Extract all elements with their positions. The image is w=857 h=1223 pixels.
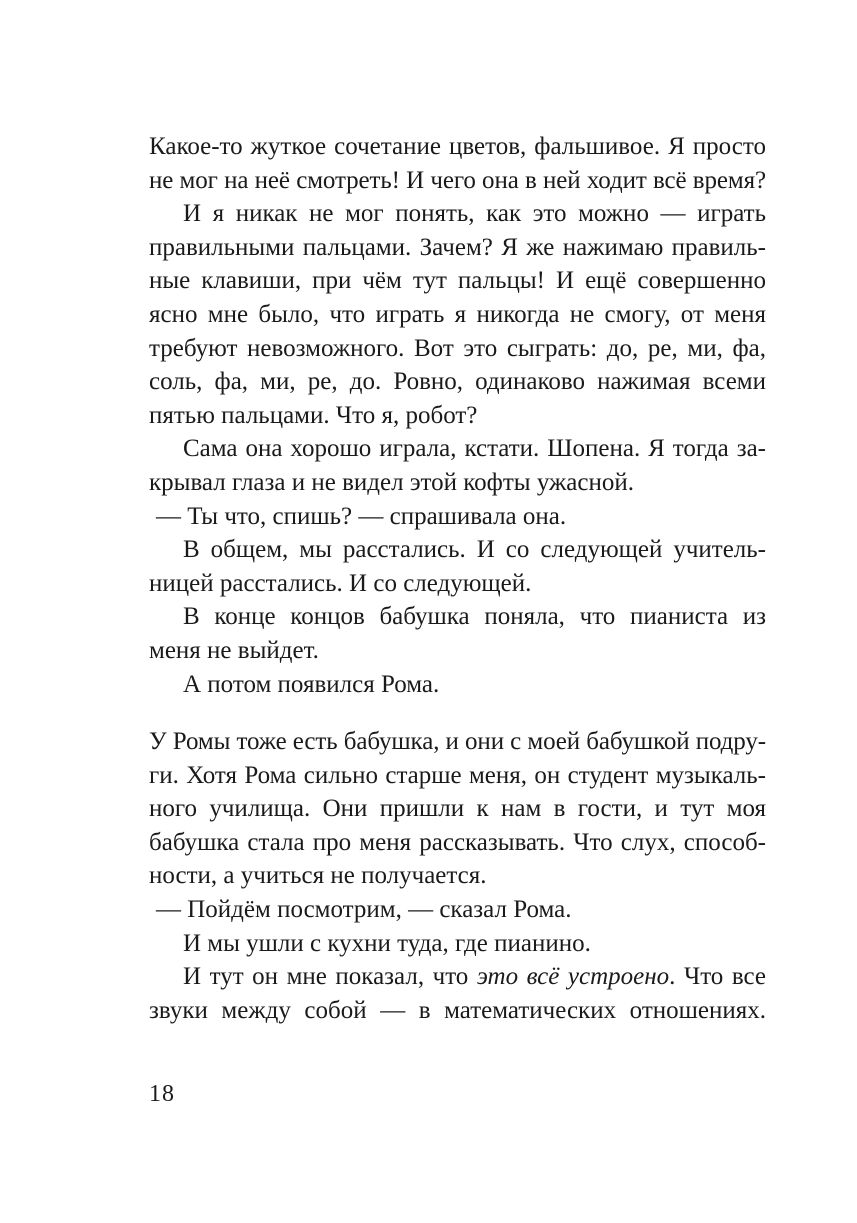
text-line: ности, а учиться не получается.: [149, 862, 487, 890]
text-line: бабушка стала про меня рассказывать. Что слух, способ-: [149, 828, 766, 856]
text-section-1: [149, 130, 766, 701]
text-line: [149, 960, 766, 994]
text-line: соль, фа, ми, ре, до. Ровно, одинаково нажимая всеми: [149, 368, 766, 396]
text-line: Какое-то жуткое сочетание цветов, фальшивое. Я просто: [149, 133, 766, 160]
italic-phrase: это всё устроено: [476, 963, 670, 991]
dialogue-line: — Ты что, спишь? — спрашивала она.: [156, 502, 567, 530]
text-line: ницей расстались. И со следующей.: [149, 569, 532, 597]
text-line: пятью пальцами. Что я, робот?: [149, 401, 478, 429]
text-line: звуки между собой — в математических отношениях.: [149, 996, 766, 1024]
text-fragment: И тут он мне показал, что: [183, 963, 477, 991]
text-line: меня не выйдет.: [149, 636, 319, 664]
text-line: А потом появился Рома.: [183, 670, 440, 698]
dialogue-line: — Пойдём посмотрим, — сказал Рома.: [156, 895, 572, 923]
text-line: ного училища. Они пришли к нам в гости, и тут моя: [149, 795, 766, 823]
text-section-2: [149, 725, 766, 1027]
text-line: ги. Хотя Рома сильно старше меня, он студент музыкаль-: [149, 761, 766, 789]
text-line: В общем, мы расстались. И со следующей учитель-: [183, 536, 766, 564]
text-line: ясно мне было, что играть я никогда не смогу, от меня: [149, 300, 766, 328]
text-line: не мог на неё смотреть! И чего она в ней ходит всё время?: [149, 166, 766, 194]
text-line: Сама она хорошо играла, кстати. Шопена. Я тогда за-: [183, 435, 766, 463]
page-number: 18: [149, 1081, 175, 1107]
text-line: И мы ушли с кухни туда, где пианино.: [183, 929, 591, 957]
text-fragment: . Что все: [669, 963, 767, 991]
text-line: ные клавиши, при чём тут пальцы! И ещё совершенно: [149, 267, 766, 295]
text-line: правильными пальцами. Зачем? Я же нажимаю правиль-: [149, 233, 766, 261]
text-line: В конце концов бабушка поняла, что пианиста из: [183, 603, 766, 631]
text-line: требуют невозможного. Вот это сыграть: до, ре, ми, фа,: [149, 334, 766, 362]
text-line: У Ромы тоже есть бабушка, и они с моей бабушкой подру-: [149, 728, 766, 755]
text-line: крывал глаза и не видел этой кофты ужасной.: [149, 468, 634, 496]
text-line: И я никак не мог понять, как это можно — играть: [183, 200, 766, 228]
